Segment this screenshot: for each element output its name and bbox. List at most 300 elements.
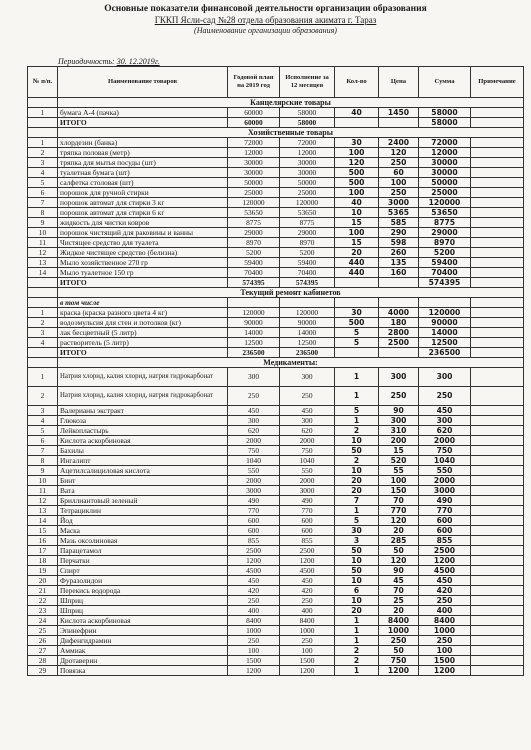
table-row [28,108,524,118]
note-cell [471,426,524,436]
note-cell [471,348,524,358]
sum-value: 53650 [419,208,471,218]
plan-value: 600 [228,516,280,526]
plan-value: 250 [228,387,280,406]
empty-cell [471,298,524,308]
qty-value: 30 [335,308,379,318]
table-row [28,616,524,626]
note-cell [471,666,524,676]
row-number: 13 [28,506,58,516]
qty-value: 100 [335,228,379,238]
row-number: 6 [28,188,58,198]
plan-value: 855 [228,536,280,546]
sum-value: 400 [419,606,471,616]
actual-value: 30000 [280,158,335,168]
qty-value: 15 [335,238,379,248]
note-cell [471,268,524,278]
price-value: 8400 [379,616,419,626]
item-name: Эпинефрин [58,626,228,636]
col-header-name: Наименование товаров [58,67,228,98]
period-line [58,57,160,66]
table-row [28,566,524,576]
row-number: 2 [28,387,58,406]
table-row [28,387,524,406]
item-name: Дифенгидрамин [58,636,228,646]
qty-value: 20 [335,606,379,616]
qty-value: 50 [335,446,379,456]
note-cell [471,387,524,406]
row-number: 4 [28,338,58,348]
row-number: 28 [28,656,58,666]
actual-value: 14000 [280,328,335,338]
empty-cell [335,298,379,308]
table-row [28,268,524,278]
actual-value: 90000 [280,318,335,328]
table-row [28,368,524,387]
item-name: Фуразолидон [58,576,228,586]
actual-value: 3000 [280,486,335,496]
plan-value: 1500 [228,656,280,666]
table-row [28,158,524,168]
note-cell [471,228,524,238]
qty-value: 440 [335,258,379,268]
section-header-row [28,288,524,298]
qty-value: 120 [335,158,379,168]
actual-value: 236500 [280,348,335,358]
table-row [28,666,524,676]
qty-value: 20 [335,476,379,486]
actual-value: 8970 [280,238,335,248]
qty-value: 2 [335,456,379,466]
price-value: 585 [379,218,419,228]
sum-value: 90000 [419,318,471,328]
note-cell [471,606,524,616]
qty-value: 1 [335,368,379,387]
table-row [28,436,524,446]
note-cell [471,258,524,268]
sum-value: 1200 [419,666,471,676]
sum-value: 250 [419,596,471,606]
organization-caption: (Наименование организации образования) [194,26,337,35]
price-value: 1000 [379,626,419,636]
sum-value: 750 [419,446,471,456]
note-cell [471,308,524,318]
section-title: Медикаменты: [58,358,524,368]
qty-value: 500 [335,318,379,328]
plan-value: 450 [228,406,280,416]
plan-value: 60000 [228,118,280,128]
table-row [28,476,524,486]
price-value: 2800 [379,328,419,338]
table-row [28,636,524,646]
actual-value: 250 [280,636,335,646]
row-number: 1 [28,308,58,318]
actual-value: 400 [280,606,335,616]
qty-value: 100 [335,148,379,158]
price-value: 150 [379,486,419,496]
sum-value: 8775 [419,218,471,228]
plan-value: 1200 [228,666,280,676]
total-label: ИТОГО [58,278,228,288]
plan-value: 300 [228,416,280,426]
section-title: Текущий ремонт кабинетов [58,288,524,298]
plan-value: 1040 [228,456,280,466]
actual-value: 58000 [280,118,335,128]
note-cell [471,208,524,218]
note-cell [471,626,524,636]
empty-cell [228,298,280,308]
actual-value: 1200 [280,556,335,566]
actual-value: 53650 [280,208,335,218]
item-name: Тетрациклин [58,506,228,516]
qty-value: 3 [335,536,379,546]
sum-value: 420 [419,586,471,596]
actual-value: 2500 [280,546,335,556]
item-name: Кислота аскорбиновая [58,616,228,626]
item-name: салфетка столовая (шт) [58,178,228,188]
plan-value: 2000 [228,436,280,446]
row-number: 7 [28,446,58,456]
price-value: 250 [379,636,419,646]
qty-value: 20 [335,486,379,496]
sum-value: 4500 [419,566,471,576]
plan-value: 2000 [228,476,280,486]
qty-value [335,278,379,288]
row-number: 3 [28,406,58,416]
item-name: Маска [58,526,228,536]
sum-value: 1000 [419,626,471,636]
num-cell [28,128,58,138]
item-name: порошок чистящий для раковины и ванны [58,228,228,238]
note-cell [471,328,524,338]
price-value: 750 [379,656,419,666]
qty-value: 5 [335,328,379,338]
row-number: 3 [28,328,58,338]
row-number: 23 [28,606,58,616]
price-value: 250 [379,188,419,198]
sum-value: 1040 [419,456,471,466]
col-header-actual: Исполнение за 12 месяцев [280,67,335,98]
price-value: 520 [379,456,419,466]
price-value: 598 [379,238,419,248]
actual-value: 12500 [280,338,335,348]
price-value: 250 [379,387,419,406]
sum-value: 12500 [419,338,471,348]
qty-value: 1 [335,626,379,636]
price-value: 120 [379,556,419,566]
row-number [28,278,58,288]
organization-name: ГККП Ясли-сад №28 отдела образования акимата г. Тараз [154,15,377,25]
note-cell [471,556,524,566]
table-row [28,606,524,616]
total-row [28,118,524,128]
sum-value: 14000 [419,328,471,338]
actual-value: 855 [280,536,335,546]
price-value: 15 [379,446,419,456]
note-cell [471,586,524,596]
actual-value: 420 [280,586,335,596]
num-cell [28,358,58,368]
sum-value: 8970 [419,238,471,248]
item-name: Лейкопластырь [58,426,228,436]
price-value [379,118,419,128]
plan-value: 420 [228,586,280,596]
table-body [28,98,524,676]
item-name: краска (краска разного цвета 4 кг) [58,308,228,318]
actual-value: 574395 [280,278,335,288]
table-row [28,248,524,258]
row-number: 9 [28,218,58,228]
note-cell [471,118,524,128]
plan-value: 1000 [228,626,280,636]
sum-value: 450 [419,576,471,586]
table-row [28,138,524,148]
row-number: 20 [28,576,58,586]
sum-value: 250 [419,387,471,406]
table-row [28,456,524,466]
plan-value: 8400 [228,616,280,626]
sum-value: 3000 [419,486,471,496]
sum-value: 59400 [419,258,471,268]
sum-value: 574395 [419,278,471,288]
actual-value: 72000 [280,138,335,148]
price-value [379,348,419,358]
empty-cell [379,298,419,308]
price-value: 4000 [379,308,419,318]
table-row [28,496,524,506]
item-name: Мыло хозяйственное 270 гр [58,258,228,268]
plan-value: 100 [228,646,280,656]
plan-value: 250 [228,596,280,606]
row-number: 12 [28,496,58,506]
item-name: Йод [58,516,228,526]
actual-value: 250 [280,387,335,406]
sum-value: 1200 [419,556,471,566]
qty-value: 30 [335,138,379,148]
sum-value: 2000 [419,436,471,446]
note-cell [471,516,524,526]
sum-value: 5200 [419,248,471,258]
table-row [28,168,524,178]
table-row [28,328,524,338]
note-cell [471,486,524,496]
row-number: 4 [28,168,58,178]
table-row [28,228,524,238]
qty-value: 1 [335,387,379,406]
item-name: Валерианы экстракт [58,406,228,416]
qty-value: 1 [335,506,379,516]
sum-value: 770 [419,506,471,516]
note-cell [471,446,524,456]
table-row [28,258,524,268]
table-row [28,526,524,536]
subheader-label: в том числе [58,298,228,308]
qty-value: 5 [335,338,379,348]
actual-value: 120000 [280,308,335,318]
price-value: 2500 [379,338,419,348]
actual-value: 30000 [280,168,335,178]
table-row [28,308,524,318]
actual-value: 300 [280,368,335,387]
plan-value: 1200 [228,556,280,566]
period-label: Периодичность: [58,57,115,66]
table-row [28,506,524,516]
row-number: 12 [28,248,58,258]
plan-value: 70400 [228,268,280,278]
table-row [28,626,524,636]
plan-value: 5200 [228,248,280,258]
actual-value: 1500 [280,656,335,666]
document-header [0,0,531,36]
qty-value: 1 [335,416,379,426]
plan-value: 12500 [228,338,280,348]
price-value: 180 [379,318,419,328]
item-name: Аммиак [58,646,228,656]
sum-value: 855 [419,536,471,546]
price-value: 770 [379,506,419,516]
actual-value: 770 [280,506,335,516]
price-value: 120 [379,516,419,526]
actual-value: 58000 [280,108,335,118]
item-name: Дротаверин [58,656,228,666]
plan-value: 12000 [228,148,280,158]
actual-value: 250 [280,596,335,606]
actual-value: 750 [280,446,335,456]
item-name: туалетная бумага (шт) [58,168,228,178]
item-name: лак бесцветный (5 литр) [58,328,228,338]
item-name: Повязка [58,666,228,676]
total-row [28,348,524,358]
note-cell [471,218,524,228]
actual-value: 2000 [280,476,335,486]
row-number: 24 [28,616,58,626]
actual-value: 550 [280,466,335,476]
qty-value: 1 [335,636,379,646]
note-cell [471,456,524,466]
price-value: 90 [379,406,419,416]
price-value: 50 [379,646,419,656]
col-header-qty: Кол-во [335,67,379,98]
sum-value: 25000 [419,188,471,198]
sum-value: 600 [419,526,471,536]
price-value: 60 [379,168,419,178]
table-row [28,426,524,436]
qty-value: 50 [335,546,379,556]
qty-value: 2 [335,656,379,666]
plan-value: 750 [228,446,280,456]
section-header-row [28,98,524,108]
note-cell [471,318,524,328]
note-cell [471,168,524,178]
plan-value: 400 [228,606,280,616]
row-number: 14 [28,268,58,278]
note-cell [471,496,524,506]
price-value: 100 [379,178,419,188]
item-name: Перчатки [58,556,228,566]
note-cell [471,148,524,158]
row-number: 1 [28,368,58,387]
col-header-price: Цена [379,67,419,98]
qty-value: 40 [335,108,379,118]
price-value: 20 [379,526,419,536]
note-cell [471,238,524,248]
price-value: 120 [379,148,419,158]
qty-value: 1 [335,616,379,626]
plan-value: 60000 [228,108,280,118]
note-cell [471,576,524,586]
plan-value: 574395 [228,278,280,288]
row-number: 4 [28,416,58,426]
actual-value: 450 [280,406,335,416]
qty-value: 100 [335,188,379,198]
price-value: 1200 [379,666,419,676]
sum-value: 300 [419,368,471,387]
row-number: 14 [28,516,58,526]
note-cell [471,188,524,198]
sum-value: 1500 [419,656,471,666]
table-row [28,546,524,556]
qty-value: 500 [335,168,379,178]
row-number: 17 [28,546,58,556]
table-row [28,466,524,476]
row-number: 11 [28,486,58,496]
price-value: 250 [379,158,419,168]
note-cell [471,278,524,288]
col-header-sum: Сумма [419,67,471,98]
plan-value: 8775 [228,218,280,228]
actual-value: 1000 [280,626,335,636]
sum-value: 30000 [419,168,471,178]
table-row [28,516,524,526]
document-title: Основные показатели финансовой деятельности организации образования [104,4,427,14]
note-cell [471,368,524,387]
item-name: тряпка половая (метр) [58,148,228,158]
row-number: 19 [28,566,58,576]
qty-value: 20 [335,248,379,258]
plan-value: 550 [228,466,280,476]
price-value: 310 [379,426,419,436]
plan-value: 490 [228,496,280,506]
plan-value: 59400 [228,258,280,268]
qty-value: 10 [335,596,379,606]
qty-value [335,118,379,128]
col-header-note: Примечание [471,67,524,98]
note-cell [471,198,524,208]
price-value: 50 [379,546,419,556]
sum-value: 620 [419,426,471,436]
actual-value: 5200 [280,248,335,258]
section-title: Хозийственные товары [58,128,524,138]
plan-value: 53650 [228,208,280,218]
total-row [28,278,524,288]
actual-value: 8775 [280,218,335,228]
table-row [28,416,524,426]
row-number: 15 [28,526,58,536]
plan-value: 29000 [228,228,280,238]
table-row [28,198,524,208]
item-name: тряпка для мытья посуды (шт) [58,158,228,168]
total-label: ИТОГО [58,348,228,358]
table-row [28,586,524,596]
note-cell [471,138,524,148]
actual-value: 100 [280,646,335,656]
row-number: 10 [28,476,58,486]
table-row [28,318,524,328]
item-name: Натрия хлорид, калия хлорид, натрия гидрокарбонат [58,368,228,387]
actual-value: 8400 [280,616,335,626]
item-name: порошок автомат для стирки 6 кг [58,208,228,218]
actual-value: 59400 [280,258,335,268]
